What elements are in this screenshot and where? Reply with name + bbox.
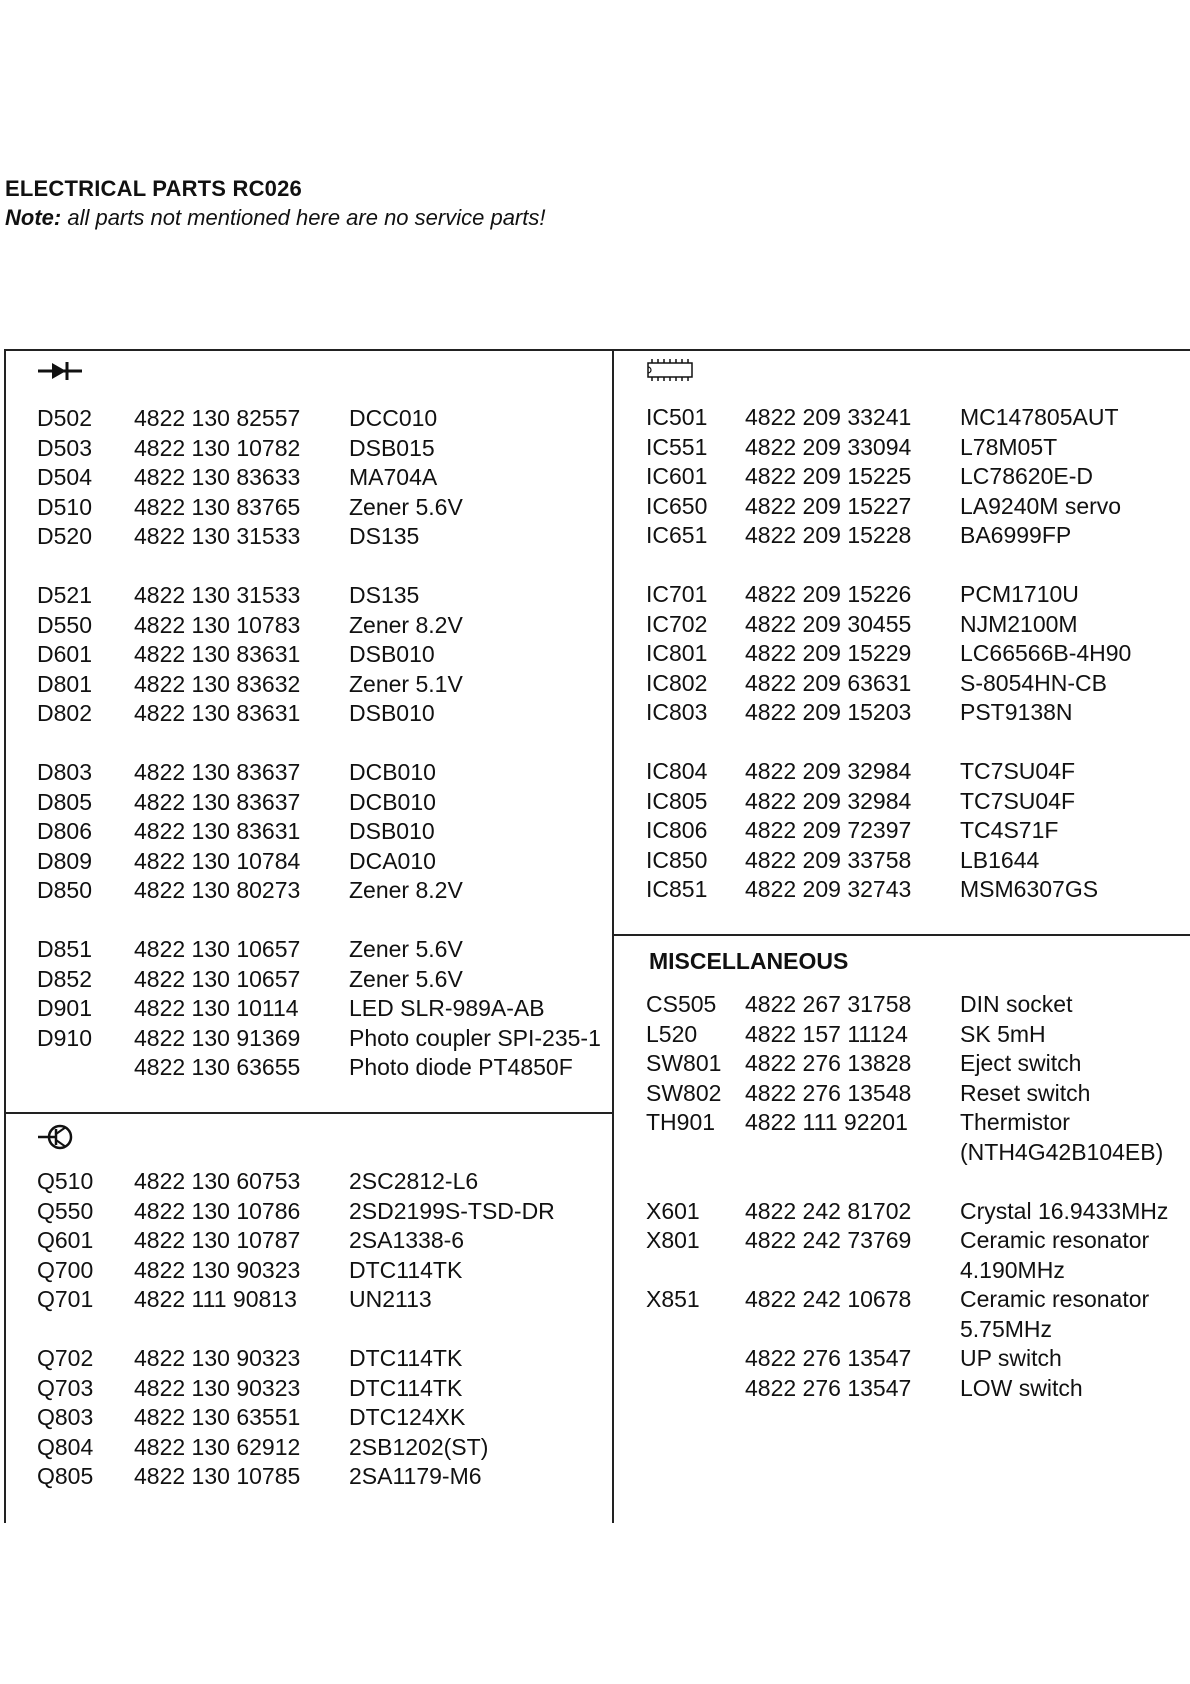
part-description: Zener 5.6V xyxy=(349,965,463,992)
part-reference: IC803 xyxy=(646,699,708,725)
part-code: 4822 130 83637 xyxy=(134,759,301,785)
part-description: DTC114TK xyxy=(349,1345,463,1371)
part-reference: D852 xyxy=(37,965,92,992)
table-row xyxy=(646,669,1186,699)
part-reference: D806 xyxy=(37,818,92,844)
part-description: Thermistor xyxy=(960,1109,1070,1135)
part-description: DSB010 xyxy=(349,818,435,844)
table-row xyxy=(646,580,1186,610)
part-reference: D809 xyxy=(37,847,92,874)
part-code: 4822 209 15229 xyxy=(745,640,912,666)
part-code: 4822 130 63655 xyxy=(134,1054,301,1080)
part-description: Photo coupler SPI-235-1 xyxy=(349,1024,601,1051)
misc-section-divider xyxy=(612,934,1190,936)
part-description: 2SA1338-6 xyxy=(349,1227,465,1253)
ic-list xyxy=(646,403,1186,905)
part-description: DSB010 xyxy=(349,641,435,667)
table-row xyxy=(37,965,607,995)
ic-chip-icon xyxy=(646,358,694,382)
part-description: Ceramic resonator xyxy=(960,1227,1150,1253)
transistor-list xyxy=(37,1167,607,1492)
part-code: 4822 130 10114 xyxy=(134,995,299,1021)
part-description: Zener 8.2V xyxy=(349,611,463,638)
part-description: Crystal 16.9433MHz xyxy=(960,1197,1169,1224)
part-code: 4822 242 73769 xyxy=(745,1227,912,1253)
part-code: 4822 130 62912 xyxy=(134,1433,301,1460)
part-reference: TH901 xyxy=(646,1109,716,1135)
part-reference: Q805 xyxy=(37,1463,94,1489)
table-row xyxy=(646,1020,1186,1050)
part-description: NJM2100M xyxy=(960,610,1078,637)
part-reference: CS505 xyxy=(646,991,717,1017)
part-code: 4822 130 10657 xyxy=(134,936,301,962)
part-reference: SW801 xyxy=(646,1050,722,1076)
part-reference: L520 xyxy=(646,1020,698,1047)
table-row xyxy=(646,403,1186,433)
part-code: 4822 242 10678 xyxy=(745,1286,912,1312)
part-code: 4822 209 15225 xyxy=(745,463,912,489)
part-code: 4822 209 15227 xyxy=(745,492,912,519)
part-description: LA9240M servo xyxy=(960,492,1122,519)
part-reference: IC651 xyxy=(646,522,708,548)
table-row xyxy=(37,1226,607,1256)
part-code: 4822 130 83631 xyxy=(134,818,301,844)
part-description: 2SA1179-M6 xyxy=(349,1463,482,1489)
part-reference: D850 xyxy=(37,877,92,903)
table-left-border xyxy=(4,349,6,1523)
part-description: DTC114TK xyxy=(349,1256,463,1283)
table-row xyxy=(646,610,1186,640)
part-reference: D910 xyxy=(37,1024,92,1051)
diode-icon xyxy=(38,360,82,382)
table-row xyxy=(37,994,607,1024)
table-row xyxy=(37,788,607,818)
table-row xyxy=(37,670,607,700)
part-reference: D802 xyxy=(37,700,92,726)
table-row xyxy=(646,990,1186,1020)
part-reference: D502 xyxy=(37,405,92,431)
part-code: 4822 130 82557 xyxy=(134,405,301,431)
part-code: 4822 276 13547 xyxy=(745,1374,912,1401)
table-row xyxy=(646,462,1186,492)
part-description: TC4S71F xyxy=(960,817,1059,843)
part-description: Zener 8.2V xyxy=(349,877,463,903)
part-description: L78M05T xyxy=(960,433,1058,460)
table-row xyxy=(646,433,1186,463)
part-code: 4822 130 83637 xyxy=(134,788,301,815)
part-code: 4822 130 10782 xyxy=(134,434,301,461)
table-row xyxy=(646,1256,1186,1286)
part-code: 4822 130 10786 xyxy=(134,1197,301,1224)
table-row xyxy=(37,522,607,552)
table-row xyxy=(37,1433,607,1463)
part-description: Photo diode PT4850F xyxy=(349,1054,573,1080)
part-description: MA704A xyxy=(349,464,438,490)
part-reference: D601 xyxy=(37,641,92,667)
part-code: 4822 209 15228 xyxy=(745,522,912,548)
part-code: 4822 130 10783 xyxy=(134,611,301,638)
part-code: 4822 130 60753 xyxy=(134,1168,301,1194)
table-row xyxy=(37,1197,607,1227)
part-description: DTC124XK xyxy=(349,1404,466,1430)
part-code: 4822 276 13828 xyxy=(745,1050,912,1076)
transistor-icon xyxy=(38,1122,74,1152)
part-code: 4822 130 90323 xyxy=(134,1256,301,1283)
table-row xyxy=(37,581,607,611)
part-reference: X801 xyxy=(646,1227,700,1253)
table-row xyxy=(37,1374,607,1404)
part-code: 4822 276 13547 xyxy=(745,1345,912,1371)
part-code: 4822 242 81702 xyxy=(745,1197,912,1224)
part-code: 4822 130 83765 xyxy=(134,493,301,520)
part-code: 4822 130 10787 xyxy=(134,1227,301,1253)
table-row xyxy=(646,1226,1186,1256)
part-code: 4822 209 32984 xyxy=(745,758,912,784)
table-row xyxy=(646,1197,1186,1227)
table-row xyxy=(37,434,607,464)
part-description: Zener 5.6V xyxy=(349,493,463,520)
part-reference: X601 xyxy=(646,1197,700,1224)
table-row xyxy=(37,611,607,641)
part-code: 4822 130 10657 xyxy=(134,965,301,992)
note-label: Note: xyxy=(5,205,62,230)
part-description: DSB010 xyxy=(349,700,435,726)
table-row xyxy=(37,1462,607,1492)
part-reference: SW802 xyxy=(646,1079,722,1106)
part-code: 4822 209 33241 xyxy=(745,404,912,430)
table-row xyxy=(37,1053,607,1083)
part-reference: IC851 xyxy=(646,876,708,902)
part-description: DCB010 xyxy=(349,788,436,815)
part-reference: Q700 xyxy=(37,1256,94,1283)
table-row xyxy=(646,1079,1186,1109)
part-code: 4822 130 10784 xyxy=(134,847,301,874)
table-row xyxy=(646,816,1186,846)
table-row xyxy=(37,817,607,847)
part-reference: Q804 xyxy=(37,1433,94,1460)
part-description: 2SC2812-L6 xyxy=(349,1168,479,1194)
part-reference: D503 xyxy=(37,434,92,461)
part-code: 4822 209 72397 xyxy=(745,817,912,843)
table-row xyxy=(37,1403,607,1433)
part-code: 4822 130 83633 xyxy=(134,464,301,490)
part-code: 4822 130 10785 xyxy=(134,1463,301,1489)
table-row xyxy=(646,787,1186,817)
table-row xyxy=(37,699,607,729)
part-reference: IC804 xyxy=(646,758,708,784)
part-reference: D901 xyxy=(37,995,92,1021)
part-code: 4822 130 63551 xyxy=(134,1404,301,1430)
part-description: Zener 5.6V xyxy=(349,936,463,962)
part-reference: D805 xyxy=(37,788,92,815)
part-code: 4822 111 90813 xyxy=(134,1286,297,1312)
table-row xyxy=(646,698,1186,728)
part-description: LC78620E-D xyxy=(960,463,1093,489)
part-code: 4822 209 32984 xyxy=(745,787,912,814)
part-code: 4822 130 83632 xyxy=(134,670,301,697)
table-row xyxy=(646,521,1186,551)
part-reference: IC805 xyxy=(646,787,708,814)
table-row xyxy=(37,876,607,906)
table-row xyxy=(646,1344,1186,1374)
part-description: S-8054HN-CB xyxy=(960,669,1107,696)
part-description: DS135 xyxy=(349,582,420,608)
part-description: DCA010 xyxy=(349,847,436,874)
part-description: 2SB1202(ST) xyxy=(349,1433,489,1460)
part-description: DCC010 xyxy=(349,405,438,431)
table-row xyxy=(646,492,1186,522)
table-row xyxy=(646,1285,1186,1315)
diode-list xyxy=(37,404,607,1083)
transistor-section-divider xyxy=(4,1112,614,1114)
part-code: 4822 209 32743 xyxy=(745,876,912,902)
part-code: 4822 130 83631 xyxy=(134,641,301,667)
table-row xyxy=(646,1049,1186,1079)
part-code: 4822 111 92201 xyxy=(745,1109,908,1135)
part-description: TC7SU04F xyxy=(960,787,1076,814)
table-top-border xyxy=(4,349,1190,351)
table-row xyxy=(646,1108,1186,1138)
part-description: UP switch xyxy=(960,1345,1062,1371)
part-reference: X851 xyxy=(646,1286,700,1312)
page-title: ELECTRICAL PARTS RC026 xyxy=(5,176,302,201)
part-reference: IC650 xyxy=(646,492,708,519)
table-row xyxy=(646,757,1186,787)
part-reference: IC551 xyxy=(646,433,708,460)
part-code: 4822 130 91369 xyxy=(134,1024,301,1051)
part-code: 4822 209 33758 xyxy=(745,846,912,873)
part-description: DSB015 xyxy=(349,434,435,461)
part-description: SK 5mH xyxy=(960,1020,1046,1047)
part-reference: D510 xyxy=(37,493,92,520)
table-row xyxy=(37,758,607,788)
part-reference: Q703 xyxy=(37,1374,94,1401)
part-code: 4822 130 83631 xyxy=(134,700,301,726)
table-row xyxy=(37,935,607,965)
part-code: 4822 209 30455 xyxy=(745,610,912,637)
part-code: 4822 276 13548 xyxy=(745,1079,912,1106)
part-description: DTC114TK xyxy=(349,1374,463,1401)
part-reference: D803 xyxy=(37,759,92,785)
part-code: 4822 209 33094 xyxy=(745,433,912,460)
part-reference: D521 xyxy=(37,582,92,608)
part-code: 4822 130 31533 xyxy=(134,582,301,608)
table-row xyxy=(37,847,607,877)
table-row xyxy=(646,846,1186,876)
part-reference: IC806 xyxy=(646,817,708,843)
column-divider xyxy=(612,349,614,1523)
table-row xyxy=(37,1256,607,1286)
part-code: 4822 209 63631 xyxy=(745,669,912,696)
part-description: PST9138N xyxy=(960,699,1073,725)
part-code: 4822 130 90323 xyxy=(134,1374,301,1401)
part-reference: IC801 xyxy=(646,640,708,666)
part-description: 5.75MHz xyxy=(960,1315,1053,1342)
part-description: (NTH4G42B104EB) xyxy=(960,1138,1164,1165)
part-description: LC66566B-4H90 xyxy=(960,640,1132,666)
part-description: Ceramic resonator xyxy=(960,1286,1150,1312)
part-reference: Q601 xyxy=(37,1227,94,1253)
part-reference: IC802 xyxy=(646,669,708,696)
part-code: 4822 130 31533 xyxy=(134,523,301,549)
table-row xyxy=(37,1167,607,1197)
part-description: BA6999FP xyxy=(960,522,1072,548)
part-description: PCM1710U xyxy=(960,581,1079,607)
part-reference: Q701 xyxy=(37,1286,94,1312)
part-reference: D520 xyxy=(37,523,92,549)
table-row xyxy=(37,1285,607,1315)
part-code: 4822 157 11124 xyxy=(745,1020,908,1047)
table-row xyxy=(646,1374,1186,1404)
table-row xyxy=(37,404,607,434)
table-row xyxy=(37,493,607,523)
part-description: Reset switch xyxy=(960,1079,1091,1106)
part-description: DS135 xyxy=(349,523,420,549)
note-text: all parts not mentioned here are no service parts! xyxy=(61,205,546,230)
part-reference: IC601 xyxy=(646,463,708,489)
part-description: 4.190MHz xyxy=(960,1256,1065,1283)
part-description: DCB010 xyxy=(349,759,436,785)
part-code: 4822 209 15203 xyxy=(745,699,912,725)
table-row xyxy=(646,1138,1186,1168)
part-reference: D504 xyxy=(37,464,92,490)
table-row xyxy=(37,1344,607,1374)
part-description: UN2113 xyxy=(349,1286,432,1312)
part-reference: IC501 xyxy=(646,404,708,430)
table-row xyxy=(37,463,607,493)
part-description: DIN socket xyxy=(960,991,1073,1017)
part-code: 4822 209 15226 xyxy=(745,581,912,607)
part-reference: Q550 xyxy=(37,1197,94,1224)
part-reference: D851 xyxy=(37,936,92,962)
part-reference: IC702 xyxy=(646,610,708,637)
part-code: 4822 130 90323 xyxy=(134,1345,301,1371)
table-row xyxy=(646,1315,1186,1345)
part-reference: D550 xyxy=(37,611,92,638)
misc-heading: MISCELLANEOUS xyxy=(649,948,849,974)
part-reference: IC701 xyxy=(646,581,708,607)
part-code: 4822 267 31758 xyxy=(745,991,912,1017)
table-row xyxy=(646,875,1186,905)
part-description: MC147805AUT xyxy=(960,404,1119,430)
misc-list xyxy=(646,990,1186,1403)
part-reference: Q510 xyxy=(37,1168,94,1194)
part-description: LB1644 xyxy=(960,846,1040,873)
part-reference: IC850 xyxy=(646,846,708,873)
table-row xyxy=(37,640,607,670)
service-note xyxy=(5,205,545,231)
part-description: Eject switch xyxy=(960,1050,1082,1076)
table-row xyxy=(646,639,1186,669)
part-description: TC7SU04F xyxy=(960,758,1076,784)
part-reference: D801 xyxy=(37,670,92,697)
part-description: 2SD2199S-TSD-DR xyxy=(349,1197,555,1224)
part-reference: Q702 xyxy=(37,1345,94,1371)
part-description: LOW switch xyxy=(960,1374,1083,1401)
table-row xyxy=(37,1024,607,1054)
part-reference: Q803 xyxy=(37,1404,94,1430)
part-description: LED SLR-989A-AB xyxy=(349,995,545,1021)
part-description: Zener 5.1V xyxy=(349,670,463,697)
part-code: 4822 130 80273 xyxy=(134,877,301,903)
part-description: MSM6307GS xyxy=(960,876,1099,902)
